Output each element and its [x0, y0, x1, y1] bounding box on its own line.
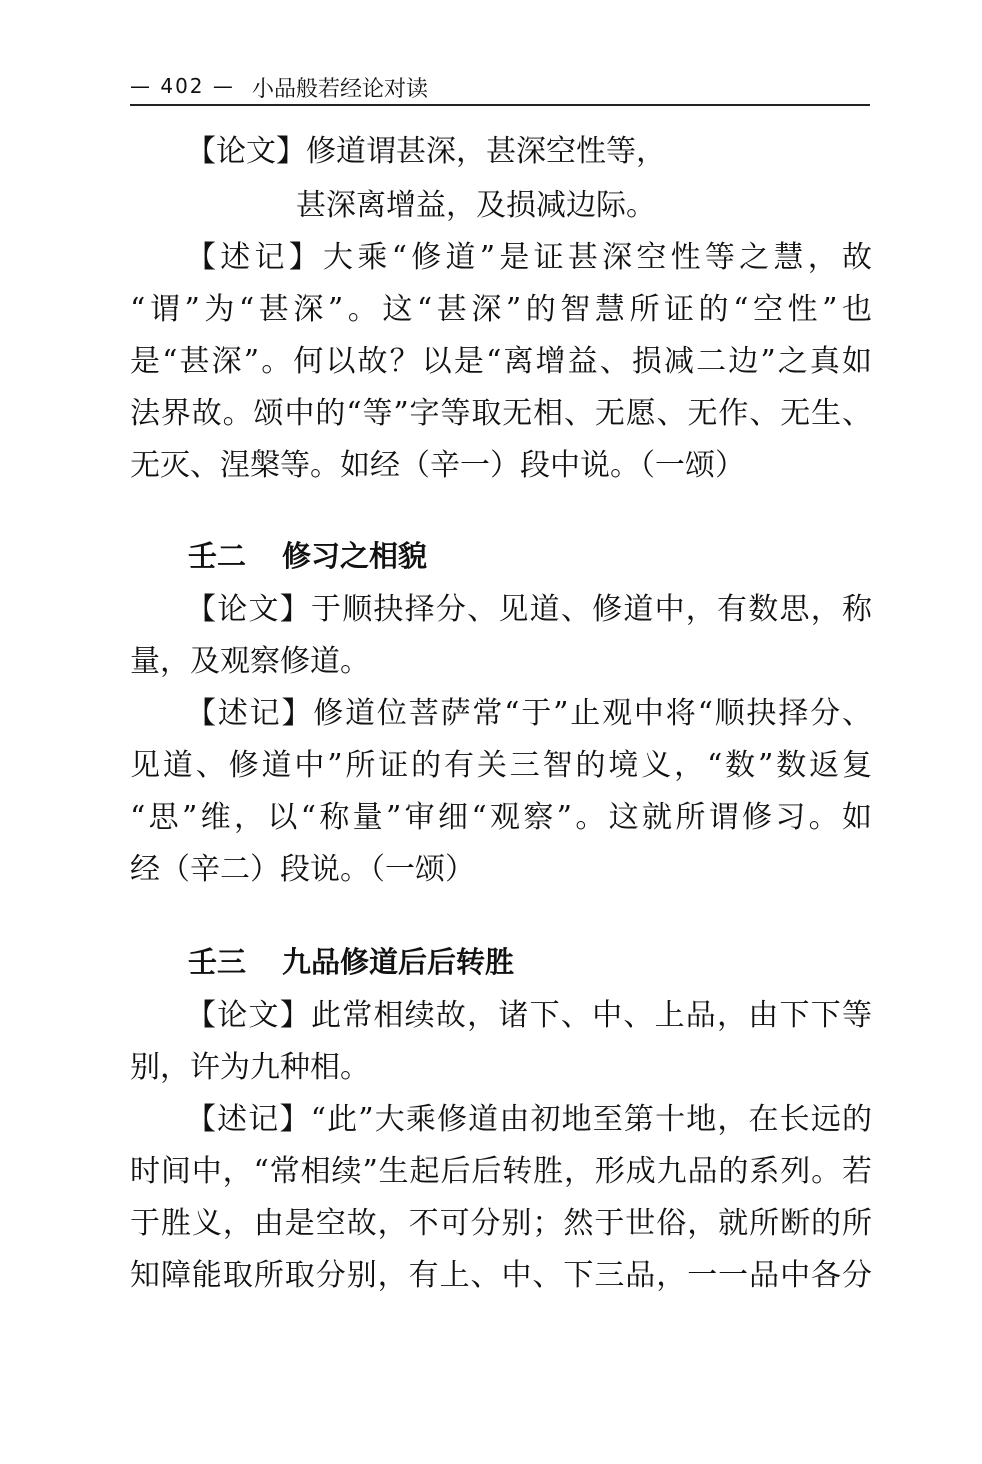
commentary-line: 【述记】修道位菩萨常“于”止观中将“顺抉择分、	[186, 696, 872, 731]
commentary-line: 见道、修道中”所证的有关三智的境义，“数”数返复	[130, 748, 872, 783]
commentary-line: 知障能取所取分别，有上、中、下三品，一一品中各分	[130, 1258, 872, 1293]
commentary-line: 法界故。颂中的“等”字等取无相、无愿、无作、无生、	[130, 396, 872, 431]
section-number: 壬二	[188, 539, 247, 573]
verse-line: 量，及观察修道。	[130, 644, 370, 679]
section-number: 壬三	[188, 945, 247, 979]
commentary-line: 是“甚深”。何以故？以是“离增益、损减二边”之真如	[130, 344, 872, 379]
verse-line: 【论文】于顺抉择分、见道、修道中，有数思，称	[186, 592, 872, 627]
section-heading	[188, 940, 514, 984]
commentary-line: 时间中，“常相续”生起后后转胜，形成九品的系列。若	[130, 1154, 872, 1189]
verse-line: 【论文】此常相续故，诸下、中、上品，由下下等	[186, 998, 872, 1033]
commentary-line: “思”维，以“称量”审细“观察”。这就所谓修习。如	[130, 800, 872, 835]
section-title: 修习之相貌	[282, 539, 428, 573]
verse-line: 【论文】修道谓甚深，甚深空性等，	[186, 134, 666, 169]
commentary-line: 【述记】大乘“修道”是证甚深空性等之慧，故	[186, 240, 872, 275]
running-header	[130, 70, 870, 106]
commentary-line: 于胜义，由是空故，不可分别；然于世俗，就所断的所	[130, 1206, 872, 1241]
verse-line: 甚深离增益，及损减边际。	[296, 188, 656, 223]
page-number: — 402 —	[130, 74, 235, 98]
section-title: 九品修道后后转胜	[282, 945, 515, 979]
commentary-line: 【述记】“此”大乘修道由初地至第十地，在长远的	[186, 1102, 872, 1137]
commentary-line: 无灭、涅槃等。如经（辛一）段中说。（一颂）	[130, 448, 745, 483]
section-heading	[188, 534, 427, 578]
commentary-line: 经（辛二）段说。（一颂）	[130, 852, 475, 887]
verse-line: 别，许为九种相。	[130, 1050, 370, 1085]
book-title: 小品般若经论对读	[252, 77, 429, 102]
commentary-line: “谓”为“甚深”。这“甚深”的智慧所证的“空性”也	[130, 292, 872, 327]
